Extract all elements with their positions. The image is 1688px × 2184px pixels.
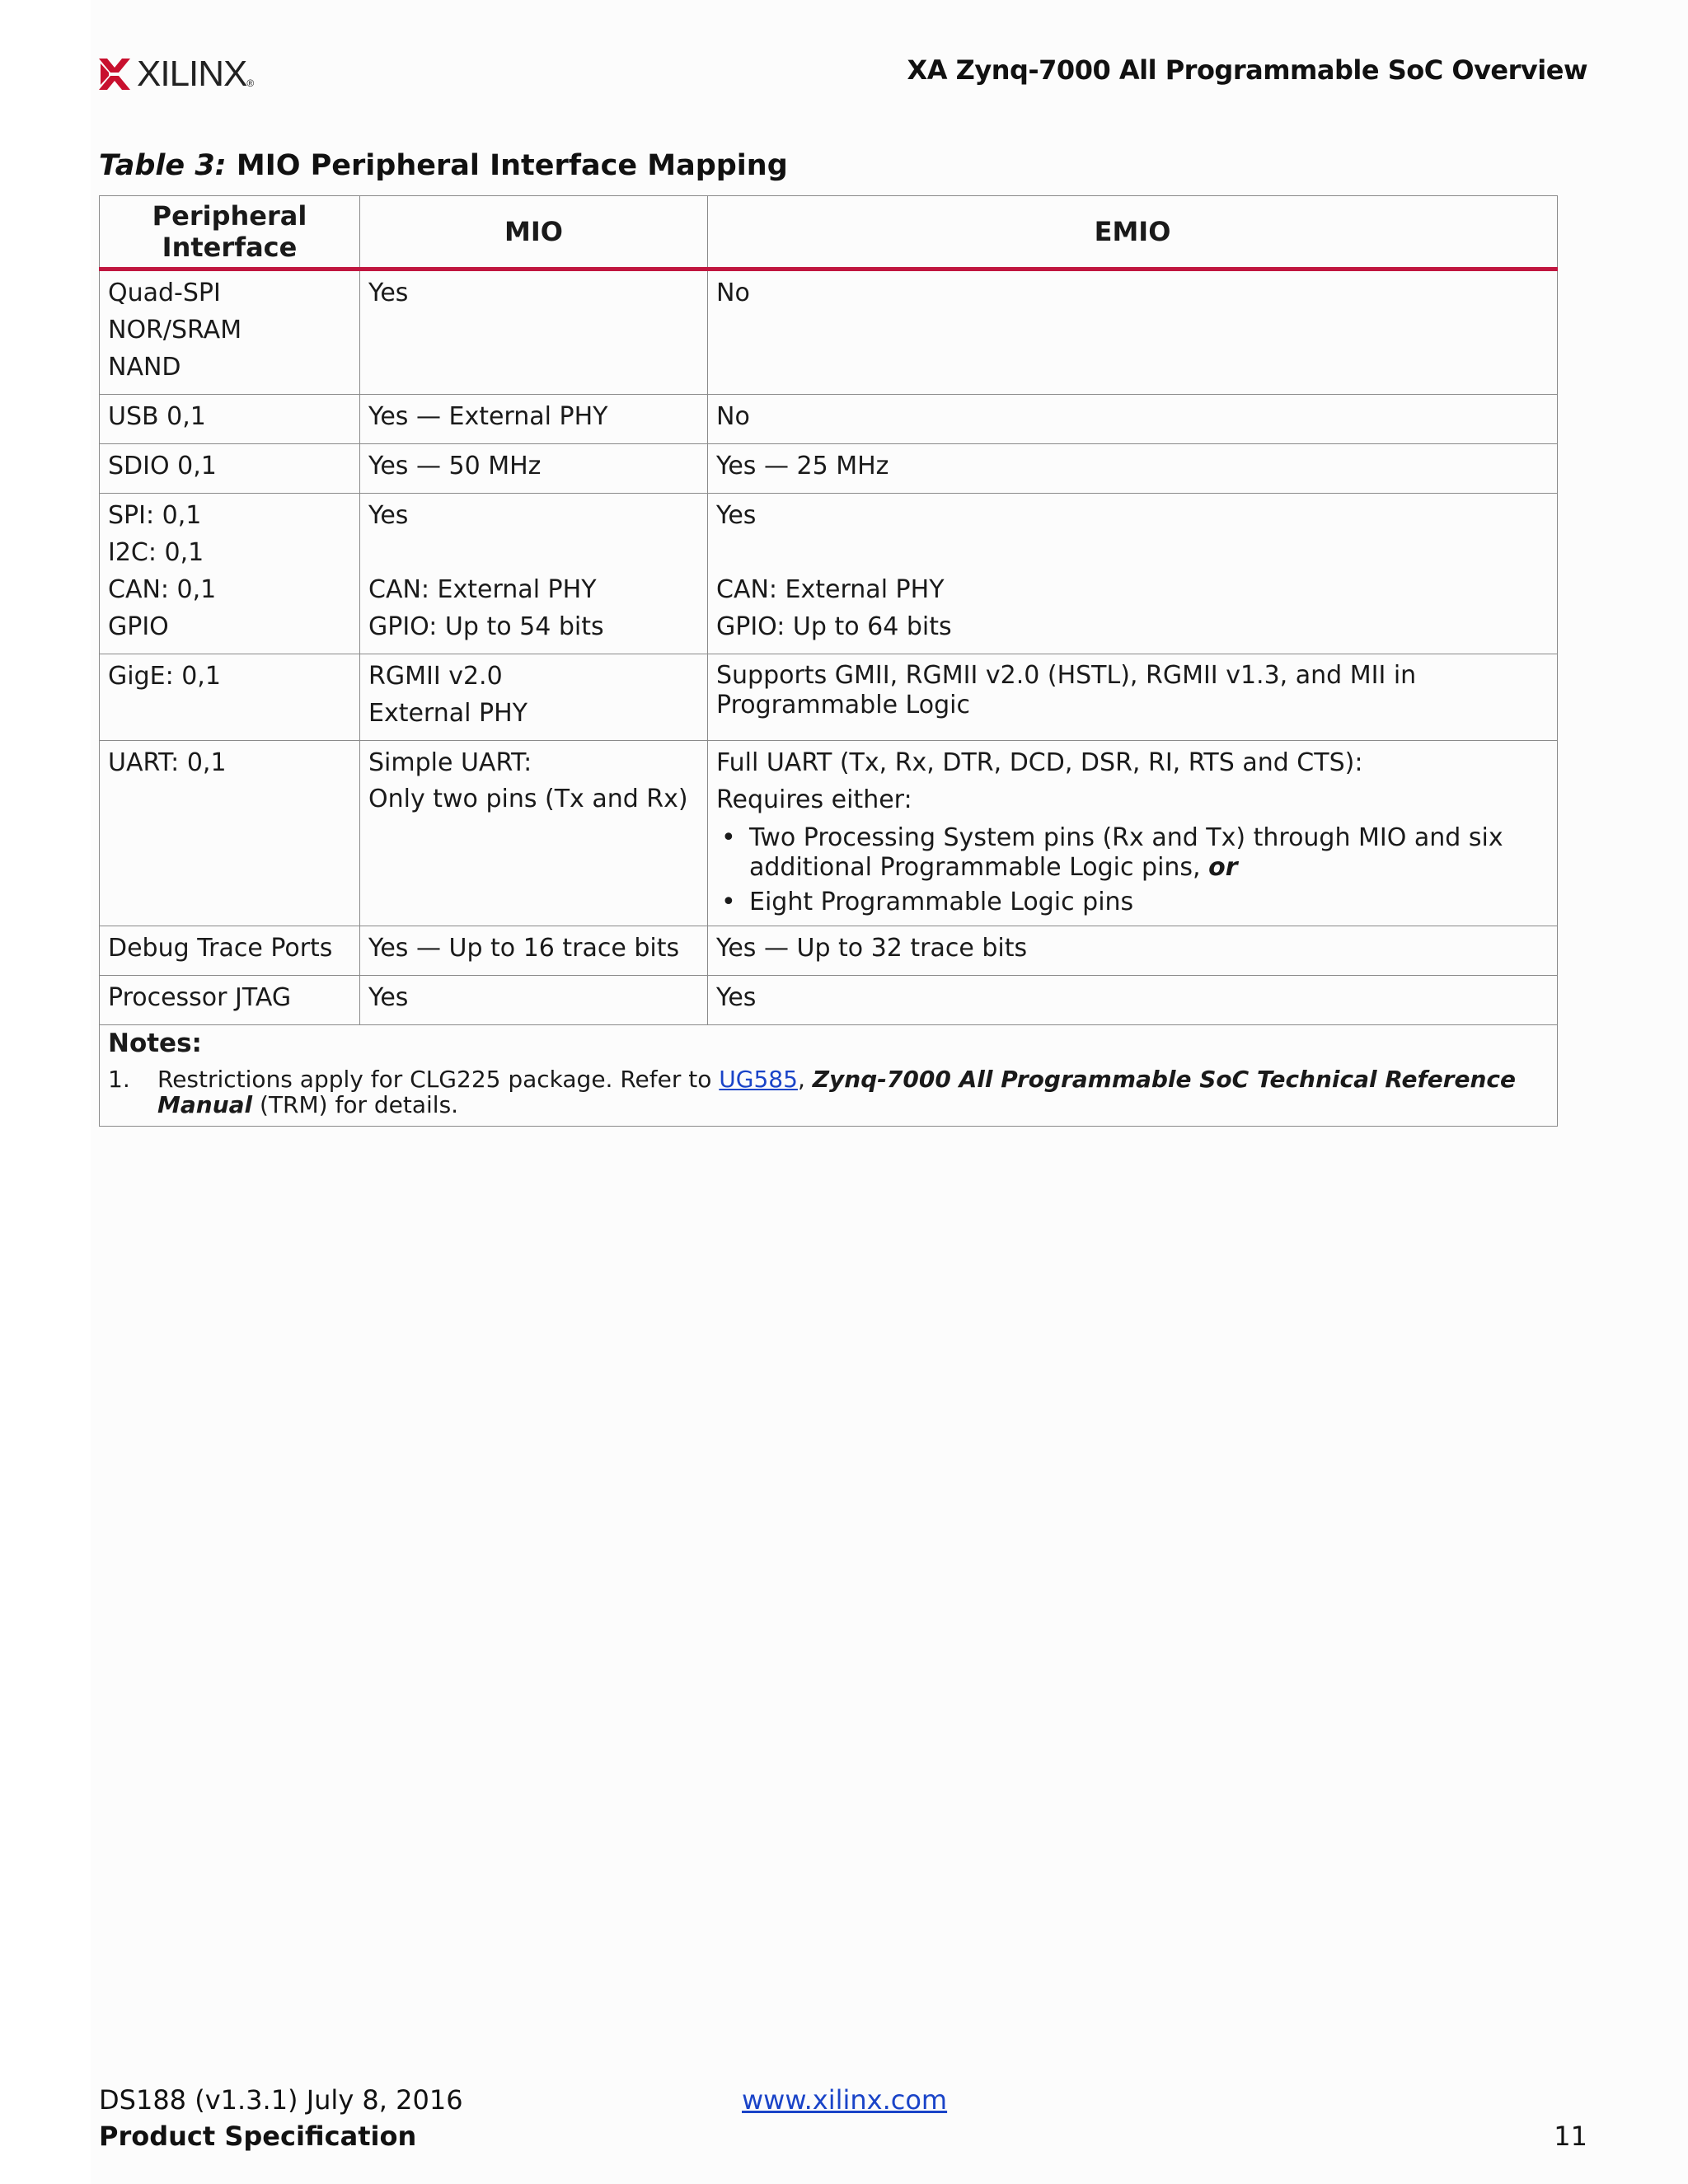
cell-line: I2C: 0,1	[108, 538, 204, 567]
cell-emio	[708, 926, 1558, 976]
table-row	[100, 976, 1558, 1025]
table-caption-title: MIO Peripheral Interface Mapping	[236, 149, 788, 182]
notes-cell	[100, 1025, 1558, 1127]
cell-peripheral	[100, 269, 360, 395]
cell-line-empty	[716, 534, 1549, 571]
table-row	[100, 741, 1558, 926]
bullet-icon: •	[721, 888, 736, 916]
table-header-row	[100, 196, 1558, 269]
cell-mio	[360, 494, 708, 654]
cell-line: Yes — Up to 16 trace bits	[368, 934, 680, 963]
cell-peripheral	[100, 494, 360, 654]
cell-peripheral	[100, 976, 360, 1025]
cell-peripheral	[100, 444, 360, 494]
bullet-icon: •	[721, 823, 736, 852]
cell-line: Yes	[716, 983, 757, 1012]
logo-text: XILINX	[137, 54, 247, 94]
cell-line: CAN: 0,1	[108, 575, 217, 604]
footer-version: DS188 (v1.3.1) July 8, 2016	[99, 2084, 463, 2116]
cell-line: Yes	[368, 279, 409, 307]
bullet-emphasis: or	[1208, 853, 1238, 882]
cell-mio	[360, 444, 708, 494]
cell-text: Only two pins (Tx and Rx)	[368, 785, 688, 813]
cell-line: NAND	[108, 353, 181, 382]
cell-line: CAN: External PHY	[716, 575, 945, 604]
cell-line: GigE: 0,1	[108, 662, 221, 691]
cell-line: Yes — External PHY	[368, 402, 608, 431]
column-header-emio: EMIO	[708, 196, 1558, 269]
cell-emio	[708, 654, 1558, 741]
cell-line-empty	[368, 534, 699, 571]
cell-peripheral	[100, 741, 360, 926]
cell-line: Simple UART:	[368, 748, 532, 777]
cell-mio	[360, 269, 708, 395]
cell-text: Supports GMII, RGMII v2.0 (HSTL), RGMII v1.3, and MII in Programmable Logic	[716, 661, 1417, 719]
cell-line: Yes — 25 MHz	[716, 452, 889, 480]
note-separator: ,	[797, 1066, 813, 1093]
cell-line: CAN: External PHY	[368, 575, 597, 604]
cell-emio	[708, 494, 1558, 654]
table-row	[100, 926, 1558, 976]
cell-mio	[360, 976, 708, 1025]
document-title: XA Zynq-7000 All Programmable SoC Overview	[907, 54, 1587, 86]
cell-mio	[360, 654, 708, 741]
cell-line: GPIO	[108, 612, 169, 641]
cell-mio	[360, 926, 708, 976]
footer-website-link[interactable]: www.xilinx.com	[742, 2084, 948, 2116]
bullet-list	[716, 823, 1549, 917]
cell-line: UART: 0,1	[108, 748, 227, 777]
note-manual-title: Zynq-7000 All Programmable SoC Technical Reference Manual	[157, 1066, 1516, 1118]
cell-line: GPIO: Up to 64 bits	[716, 612, 952, 641]
table-row	[100, 269, 1558, 395]
page-number: 11	[1554, 2121, 1587, 2152]
table-row	[100, 395, 1558, 444]
footer-left	[99, 2082, 463, 2154]
cell-line: GPIO: Up to 54 bits	[368, 612, 604, 641]
cell-mio	[360, 395, 708, 444]
xilinx-mark-icon	[99, 59, 130, 90]
cell-emio	[708, 741, 1558, 926]
note-text-end: (TRM) for details.	[252, 1091, 459, 1118]
cell-line: No	[716, 279, 750, 307]
cell-line: Yes	[368, 501, 409, 530]
xilinx-logo	[99, 54, 254, 94]
column-header-peripheral: Peripheral Interface	[100, 196, 360, 269]
table-row	[100, 444, 1558, 494]
cell-line: Quad-SPI	[108, 279, 221, 307]
ug585-link[interactable]: UG585	[719, 1066, 798, 1093]
cell-emio	[708, 269, 1558, 395]
mio-mapping-table	[99, 195, 1558, 1127]
cell-line: External PHY	[368, 699, 528, 728]
logo-registered-mark: ®	[246, 77, 255, 89]
table-row	[100, 494, 1558, 654]
cell-line: Processor JTAG	[108, 983, 292, 1012]
list-item	[716, 888, 1549, 917]
cell-line: Yes — Up to 32 trace bits	[716, 934, 1028, 963]
note-text: Restrictions apply for CLG225 package. Refer to	[157, 1066, 720, 1093]
notes-heading: Notes:	[108, 1029, 202, 1058]
table-caption-number: Table 3:	[99, 149, 227, 182]
cell-peripheral	[100, 654, 360, 741]
cell-emio	[708, 444, 1558, 494]
cell-line: Yes — 50 MHz	[368, 452, 542, 480]
cell-peripheral	[100, 395, 360, 444]
cell-peripheral	[100, 926, 360, 976]
cell-line: USB 0,1	[108, 402, 206, 431]
cell-emio	[708, 976, 1558, 1025]
table-caption	[99, 149, 788, 182]
footer-product-spec: Product Specification	[99, 2121, 417, 2152]
cell-line: Requires either:	[716, 785, 912, 814]
cell-emio	[708, 395, 1558, 444]
list-item	[716, 823, 1549, 883]
cell-mio	[360, 741, 708, 926]
bullet-text: Eight Programmable Logic pins	[749, 888, 1134, 916]
note-item	[108, 1066, 1549, 1118]
cell-line: RGMII v2.0	[368, 662, 503, 691]
note-number: 1.	[108, 1066, 130, 1093]
cell-line: SDIO 0,1	[108, 452, 217, 480]
cell-line: Full UART (Tx, Rx, DTR, DCD, DSR, RI, RTS and CTS):	[716, 748, 1363, 777]
cell-line: Yes	[368, 983, 409, 1012]
bullet-text: Two Processing System pins (Rx and Tx) through MIO and six additional Programmable Logic pins,	[749, 823, 1503, 882]
cell-line: Debug Trace Ports	[108, 934, 333, 963]
cell-line: SPI: 0,1	[108, 501, 202, 530]
notes-row	[100, 1025, 1558, 1127]
cell-line: Yes	[716, 501, 757, 530]
cell-line: NOR/SRAM	[108, 316, 242, 344]
table-row	[100, 654, 1558, 741]
column-header-mio: MIO	[360, 196, 708, 269]
cell-line: No	[716, 402, 750, 431]
